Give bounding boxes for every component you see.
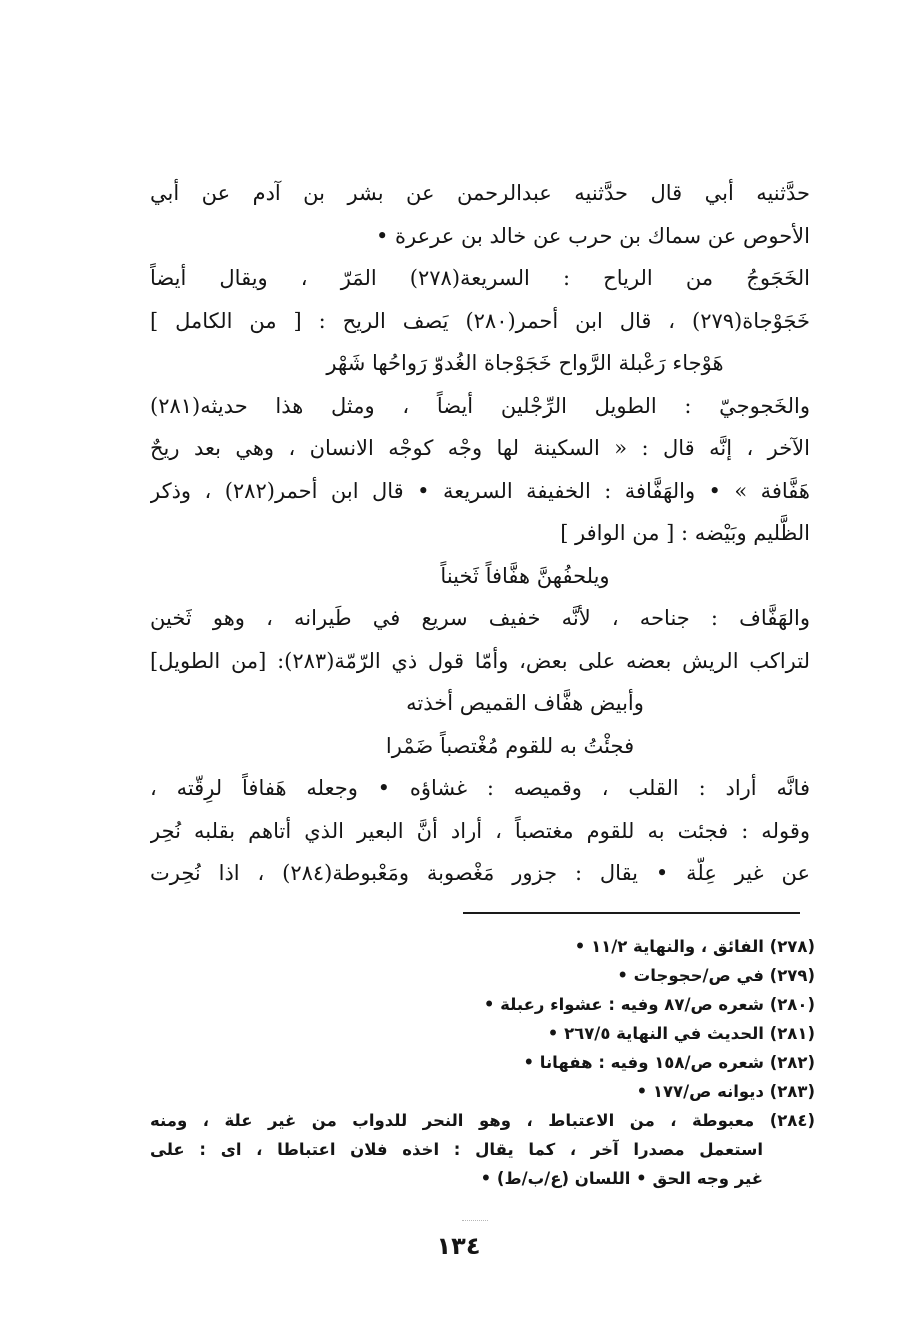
text-line: الخَجَوجُ من الرياح : السريعة(٢٧٨) المَرّ ، ويقال أيضاً bbox=[150, 266, 810, 290]
verse-line: وأبيض هفَّاف القميص أخذته bbox=[406, 691, 644, 715]
footnote-continuation: استعمل مصدرا آخر ، كما يقال : اخذه فلان اعتباطا ، اى : على bbox=[150, 1140, 763, 1159]
verse-line: فجئْتُ به للقوم مُغْتصباً ضَمْرا bbox=[385, 733, 635, 758]
verse-line: ويلحفُهنَّ هفَّافاً ثَخيناً bbox=[440, 563, 610, 588]
text-line: حدَّثنيه أبي قال حدَّثنيه عبدالرحمن عن بشر بن آدم عن أبي bbox=[150, 181, 810, 205]
footnote: (٢٧٨) الفائق ، والنهاية ١١/٢ • bbox=[574, 937, 815, 956]
footnote: (٢٨١) الحديث في النهاية ٢٦٧/٥ • bbox=[547, 1024, 815, 1043]
footnote: (٢٨٠) شعره ص/٨٧ وفيه : عشواء رعبلة • bbox=[483, 995, 815, 1014]
footnote: (٢٨٤) معبوطة ، من الاعتباط ، وهو النحر للدواب من غير علة ، ومنه bbox=[150, 1111, 815, 1130]
page-number: ١٣٤ bbox=[436, 1232, 481, 1260]
text-line: خَجَوْجاة(٢٧٩) ، قال ابن أحمر(٢٨٠) يَصف الريح : [ من الكامل ] bbox=[150, 308, 810, 333]
text-line: والخَجوجيّ : الطويل الرِّجْلين أيضاً ، ومثل هذا حديثه(٢٨١) bbox=[150, 393, 810, 418]
text-line: والهَفَّاف : جناحه ، لأنَّه خفيف سريع في طَيرانه ، وهو ثَخين bbox=[150, 606, 810, 630]
text-line: عن غير عِلّة • يقال : جزور مَغْصوبة ومَعْبوطة(٢٨٤) ، اذا نُحِرت bbox=[150, 861, 810, 885]
print-smudge bbox=[462, 1220, 488, 1227]
footnote-separator bbox=[463, 912, 800, 914]
footnote: (٢٨٢) شعره ص/١٥٨ وفيه : هفهانا • bbox=[523, 1053, 815, 1072]
text-line: الظَّليم وبَيْضه : [ من الوافر ] bbox=[560, 521, 810, 545]
text-line: لتراكب الريش بعضه على بعض، وأمّا قول ذي الرّمّة(٢٨٣): [من الطويل] bbox=[150, 648, 810, 673]
text-line: الأحوص عن سماك بن حرب عن خالد بن عرعرة • bbox=[375, 223, 810, 248]
footnote: (٢٨٣) ديوانه ص/١٧٧ • bbox=[636, 1082, 815, 1101]
footnote-continuation: غير وجه الحق • اللسان (ع/ب/ط) • bbox=[480, 1169, 763, 1188]
verse-line: هَوْجاء رَعْبلة الرَّواح خَجَوْجاة الغُدوّ رَواحُها شَهْر bbox=[326, 351, 724, 375]
text-line: هَفَّافة » • والهَفَّافة : الخفيفة السريعة • قال ابن أحمر(٢٨٢) ، وذكر bbox=[150, 478, 810, 503]
text-line: وقوله : فجئت به للقوم مغتصباً ، أراد أنَّ البعير الذي أتاهم بقلبه نُحِر bbox=[150, 818, 810, 843]
main-text bbox=[150, 172, 810, 895]
text-line: فانَّه أراد : القلب ، وقميصه : غشاؤه • وجعله هَفافاً لرِقّته ، bbox=[150, 776, 810, 800]
text-line: الآخر ، إنَّه قال : « السكينة لها وجْه كوجْه الانسان ، وهي بعد ريحٌ bbox=[150, 436, 810, 460]
footnote: (٢٧٩) في ص/حجوجات • bbox=[617, 966, 815, 985]
footnotes bbox=[150, 932, 815, 1193]
